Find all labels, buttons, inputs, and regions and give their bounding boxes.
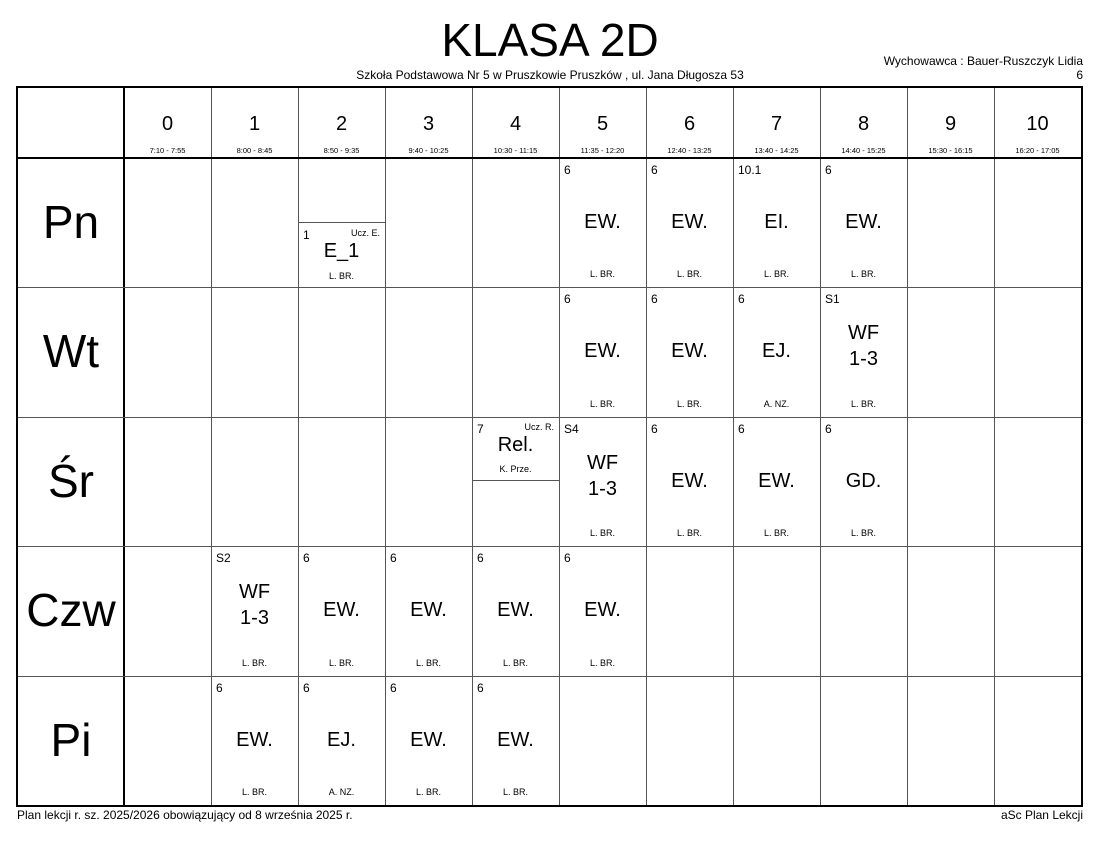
- lesson-cell: [820, 287, 907, 416]
- footer-app-name: aSc Plan Lekcji: [1000, 808, 1083, 822]
- period-time: 7:10 - 7:55: [149, 146, 186, 155]
- lesson-room: 6: [738, 421, 745, 436]
- lesson-cell: [733, 417, 820, 546]
- lesson-subject: EI.: [764, 211, 789, 233]
- lesson-room: 6: [564, 163, 571, 177]
- lesson-room: 6: [651, 292, 658, 307]
- lesson-cell: [559, 158, 646, 287]
- lesson-room: 6: [303, 680, 310, 695]
- period-header: [211, 88, 298, 158]
- lesson-teacher: L. BR.: [850, 269, 876, 280]
- lesson-cell: [820, 158, 907, 287]
- lesson-teacher: L. BR.: [415, 657, 441, 668]
- homeroom-teacher: Wychowawca : Bauer-Ruszczyk Lidia: [883, 54, 1083, 68]
- lesson-room: S4: [564, 421, 579, 436]
- period-number: 2: [335, 113, 348, 135]
- day-row-divider: [18, 287, 1081, 288]
- lesson-teacher: L. BR.: [850, 398, 876, 409]
- lesson-cell: [298, 546, 385, 675]
- lesson-subject: Rel.: [497, 433, 534, 456]
- lesson-cell: [733, 158, 820, 287]
- period-number: 4: [509, 113, 522, 135]
- period-header: [733, 88, 820, 158]
- lesson-subject: EW.: [497, 599, 534, 622]
- lesson-room: 6: [825, 421, 832, 436]
- lesson-subject: EW.: [323, 599, 360, 622]
- lesson-teacher: L. BR.: [589, 398, 615, 409]
- period-time: 15:30 - 16:15: [928, 146, 973, 155]
- lesson-room: 6: [651, 421, 658, 436]
- lesson-cell: [385, 546, 472, 675]
- period-header: [646, 88, 733, 158]
- lesson-teacher: L. BR.: [328, 657, 354, 668]
- lesson-teacher: L. BR.: [850, 528, 876, 539]
- period-number: 9: [944, 113, 957, 135]
- lesson-room: 6: [303, 551, 310, 566]
- period-column-divider: [907, 88, 908, 805]
- period-number: 3: [422, 113, 435, 135]
- lesson-room: 6: [738, 292, 745, 307]
- lesson-room: S2: [216, 551, 231, 566]
- lesson-cell: [646, 417, 733, 546]
- period-time: 8:50 - 9:35: [323, 146, 360, 155]
- period-column-divider: [994, 88, 995, 805]
- period-number: 8: [857, 113, 870, 135]
- period-header: [559, 88, 646, 158]
- lesson-room: 10.1: [738, 163, 762, 177]
- lesson-subject: EW.: [758, 469, 795, 492]
- lesson-subject: EW.: [845, 211, 882, 233]
- period-header: [994, 88, 1081, 158]
- lesson-subject: WF: [238, 581, 271, 604]
- lesson-subject: EW.: [584, 599, 621, 622]
- day-label: Pi: [50, 713, 92, 766]
- lesson-subject: GD.: [845, 469, 882, 492]
- lesson-teacher: L. BR.: [589, 269, 615, 280]
- period-time: 10:30 - 11:15: [493, 146, 538, 155]
- lesson-cell: [559, 546, 646, 675]
- lesson-teacher: L. BR.: [676, 528, 702, 539]
- lesson-teacher: L. BR.: [328, 271, 354, 282]
- lesson-teacher: K. Prze.: [499, 464, 532, 475]
- lesson-group: Ucz. R.: [524, 421, 554, 432]
- page-title: KLASA 2D: [441, 14, 659, 66]
- period-header: [472, 88, 559, 158]
- period-header: [820, 88, 907, 158]
- lesson-room: 6: [390, 680, 397, 695]
- lesson-half-bottom: [472, 481, 559, 546]
- lesson-room: 6: [651, 163, 658, 177]
- day-label: Pn: [42, 196, 100, 248]
- lesson-half-bottom: [298, 223, 385, 288]
- period-time: 12:40 - 13:25: [667, 146, 712, 155]
- period-header: [124, 88, 211, 158]
- lesson-subject: E_1: [323, 239, 360, 262]
- lesson-half-top: [298, 158, 385, 223]
- lesson-subject-group: 1-3: [849, 348, 878, 371]
- period-number: 1: [248, 113, 261, 135]
- day-label: Wt: [42, 325, 100, 378]
- lesson-cell: [472, 676, 559, 805]
- period-time: 11:35 - 12:20: [580, 146, 625, 155]
- lesson-teacher: L. BR.: [502, 786, 528, 797]
- lesson-subject: EW.: [410, 599, 447, 622]
- lesson-cell: [298, 676, 385, 805]
- lesson-teacher: L. BR.: [589, 528, 615, 539]
- lesson-teacher: L. BR.: [241, 657, 267, 668]
- period-number: 10: [1026, 113, 1049, 135]
- lesson-cell-split: [298, 158, 385, 287]
- lesson-teacher: L. BR.: [676, 269, 702, 280]
- period-time: 14:40 - 15:25: [841, 146, 886, 155]
- lesson-group: Ucz. E.: [350, 227, 380, 238]
- lesson-subject: EW.: [497, 728, 534, 751]
- school-name: Szkoła Podstawowa Nr 5 w Pruszkowie Pruszków , ul. Jana Długosza 53: [356, 68, 744, 82]
- lesson-cell: [733, 287, 820, 416]
- lesson-teacher: L. BR.: [763, 269, 789, 280]
- lesson-subject-group: 1-3: [588, 477, 617, 500]
- lesson-room: S1: [825, 292, 840, 307]
- lesson-cell: [385, 676, 472, 805]
- page-number: 6: [1076, 68, 1083, 82]
- lesson-room: 6: [390, 551, 397, 566]
- lesson-subject: EW.: [410, 728, 447, 751]
- timetable-grid: [16, 86, 1083, 807]
- period-header: [298, 88, 385, 158]
- lesson-teacher: L. BR.: [241, 786, 267, 797]
- lesson-cell: [559, 417, 646, 546]
- lesson-cell-split: [472, 417, 559, 546]
- day-label: Śr: [48, 454, 94, 507]
- lesson-room: 6: [216, 680, 223, 695]
- period-number: 6: [683, 113, 696, 135]
- footer-validity: Plan lekcji r. sz. 2025/2026 obowiązujący od 8 września 2025 r.: [17, 808, 353, 822]
- lesson-cell: [472, 546, 559, 675]
- lesson-room: 6: [564, 551, 571, 566]
- lesson-half-top: [472, 417, 559, 482]
- lesson-teacher: A. NZ.: [763, 398, 790, 409]
- day-label: Czw: [26, 584, 116, 637]
- lesson-room: 6: [477, 551, 484, 566]
- lesson-teacher: L. BR.: [415, 786, 441, 797]
- lesson-subject: WF: [586, 451, 619, 474]
- lesson-teacher: L. BR.: [589, 657, 615, 668]
- lesson-teacher: L. BR.: [502, 657, 528, 668]
- lesson-subject: EW.: [671, 469, 708, 492]
- lesson-teacher: A. NZ.: [328, 786, 355, 797]
- lesson-subject: EJ.: [762, 340, 791, 363]
- period-number: 7: [770, 113, 783, 135]
- lesson-cell: [646, 287, 733, 416]
- period-time: 8:00 - 8:45: [236, 146, 273, 155]
- lesson-subject: WF: [847, 322, 880, 345]
- period-header: [385, 88, 472, 158]
- lesson-subject-group: 1-3: [240, 607, 269, 630]
- lesson-room: 6: [564, 292, 571, 307]
- lesson-cell: [820, 417, 907, 546]
- lesson-teacher: L. BR.: [676, 398, 702, 409]
- lesson-subject: EW.: [584, 211, 621, 233]
- lesson-room: 6: [477, 680, 484, 695]
- lesson-teacher: L. BR.: [763, 528, 789, 539]
- period-time: 9:40 - 10:25: [408, 146, 449, 155]
- period-number: 0: [161, 113, 174, 135]
- lesson-cell: [211, 676, 298, 805]
- lesson-subject: EJ.: [327, 728, 356, 751]
- lesson-room: 7: [477, 421, 484, 436]
- lesson-cell: [211, 546, 298, 675]
- lesson-subject: EW.: [671, 340, 708, 363]
- lesson-subject: EW.: [584, 340, 621, 363]
- period-time: 13:40 - 14:25: [754, 146, 799, 155]
- lesson-cell: [646, 158, 733, 287]
- period-header: [907, 88, 994, 158]
- lesson-cell: [559, 287, 646, 416]
- period-time: 16:20 - 17:05: [1015, 146, 1060, 155]
- lesson-room: 1: [303, 227, 310, 242]
- period-number: 5: [596, 113, 609, 135]
- lesson-subject: EW.: [236, 728, 273, 751]
- lesson-room: 6: [825, 163, 832, 177]
- lesson-subject: EW.: [671, 211, 708, 233]
